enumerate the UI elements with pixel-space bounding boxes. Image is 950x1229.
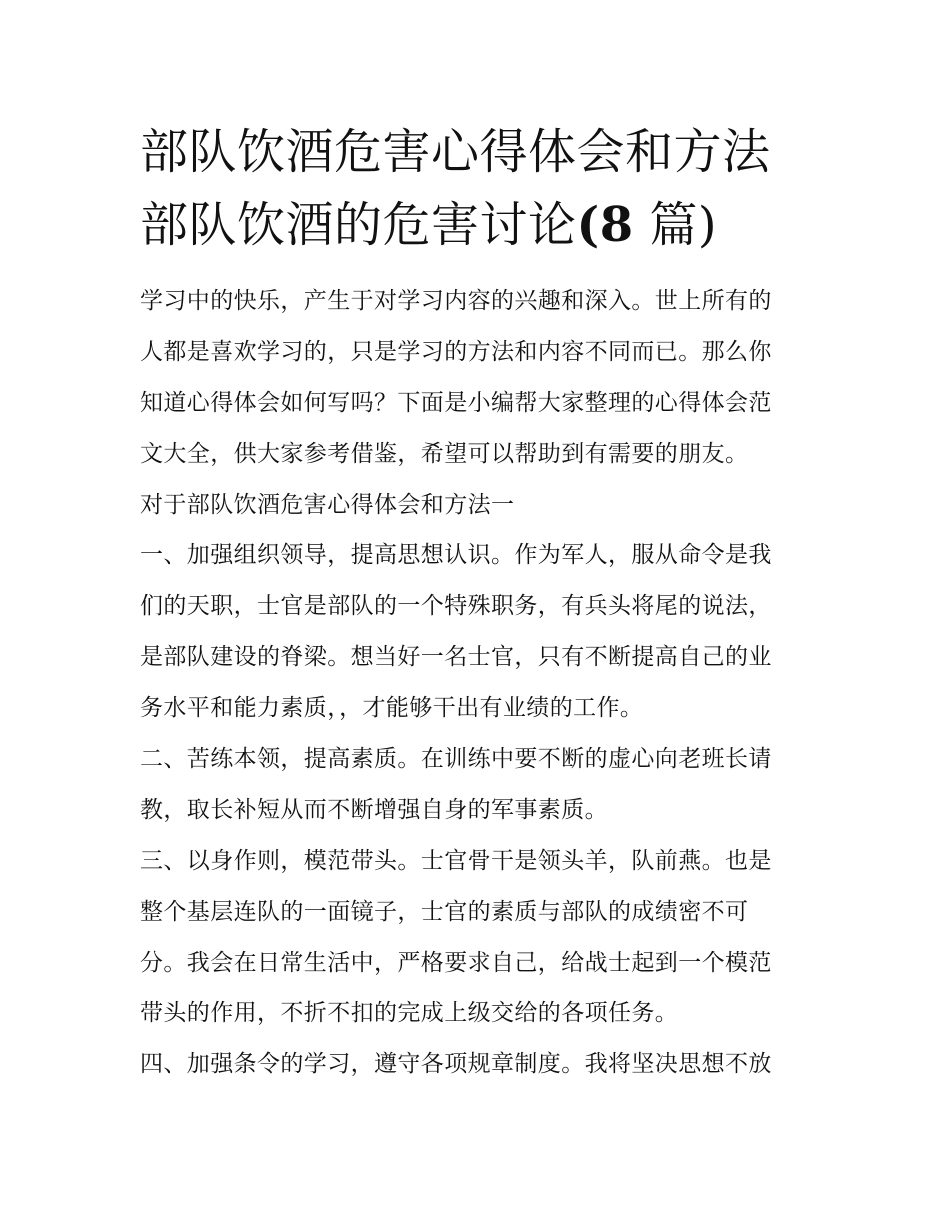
body-line: 教，取长补短从而不断增强自身的军事素质。 [140, 796, 608, 823]
title-line-2 [140, 189, 830, 262]
body-line: 学习中的快乐，产生于对学习内容的兴趣和深入。世上所有的 [140, 288, 772, 314]
title-paren-open: ( [576, 197, 600, 253]
body-line: 一、加强组织领导，提高思想认识。作为军人，服从命令是我 [140, 542, 772, 569]
body-line: 带头的作用，不折不扣的完成上级交给的各项任务。 [140, 1000, 679, 1027]
body-line: 人都是喜欢学习的，只是学习的方法和内容不同而已。那么你 [140, 338, 772, 365]
body-line: 是部队建设的脊梁。想当好一名士官，只有不断提高自己的业 [140, 644, 772, 671]
body-line: 二、苦练本领，提高素质。在训练中要不断的虚心向老班长请 [140, 746, 772, 773]
body-line: 整个基层连队的一面镜子，士官的素质与部队的成绩密不可 [140, 898, 749, 925]
body-line: 文大全，供大家参考借鉴，希望可以帮助到有需要的朋友。 [140, 440, 749, 467]
section-heading: 对于部队饮酒危害心得体会和方法一 [140, 491, 515, 518]
document-title [140, 116, 830, 262]
title-suffix: 篇) [633, 197, 718, 253]
body-line: 三、以身作则，模范带头。士官骨干是领头羊，队前燕。也是 [140, 847, 772, 874]
title-line-2-text: 部队饮酒的危害讨论 [140, 197, 577, 253]
body-line: 务水平和能力素质，，才能够干出有业绩的工作。 [140, 695, 644, 722]
body-line: 分。我会在日常生活中，严格要求自己，给战士起到一个模范 [140, 949, 772, 976]
document-body [140, 276, 824, 1090]
body-line: 知道心得体会如何写吗？下面是小编帮大家整理的心得体会范 [140, 389, 772, 416]
title-line-1: 部队饮酒危害心得体会和方法 [140, 124, 771, 180]
title-count: 8 [599, 197, 634, 253]
body-line: 四、加强条令的学习，遵守各项规章制度。我将坚决思想不放 [140, 1051, 772, 1078]
body-line: 们的天职，士官是部队的一个特殊职务，有兵头将尾的说法， [140, 593, 772, 620]
